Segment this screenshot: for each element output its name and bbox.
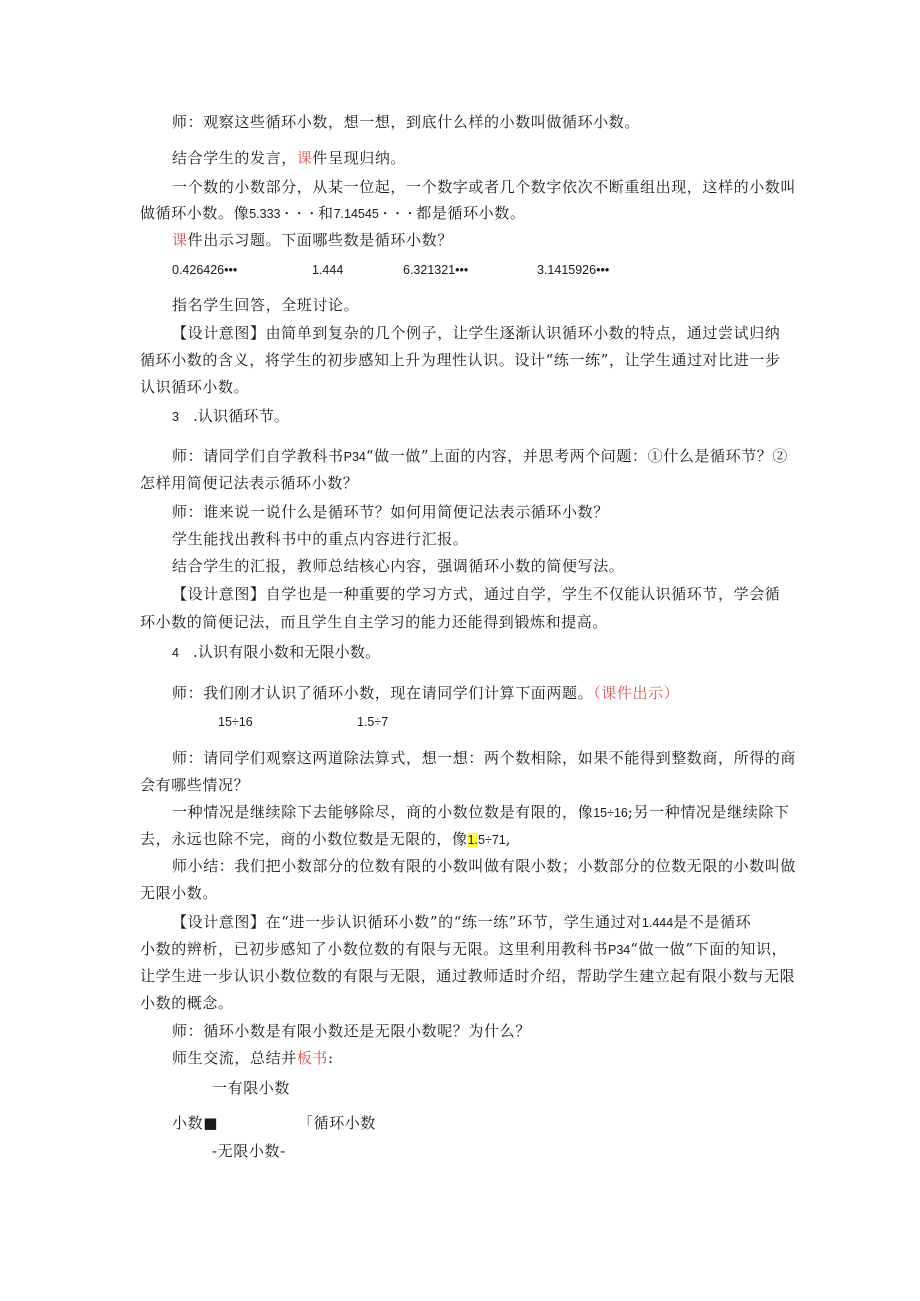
paragraph-observe-division-line2: 会有哪些情况？ <box>140 776 250 794</box>
paragraph-summary-line1: 师小结：我们把小数部分的位数有限的小数叫做有限小数；小数部分的位数无限的小数叫做 <box>172 857 797 875</box>
section-heading-4: 4 .认识有限小数和无限小数。 <box>172 643 381 661</box>
paragraph-summary-line2: 无限小数。 <box>140 884 219 902</box>
paragraph-final-question: 师：循环小数是有限小数还是无限小数呢？为什么？ <box>172 1022 531 1040</box>
number-item: 1.444 <box>312 263 344 277</box>
design-intent-3-line3: 让学生进一步认识小数位数的有限与无限，通过教师适时介绍，帮助学生建立起有限小数与无限 <box>140 967 796 985</box>
diagram-root-decimal: 小数■ <box>172 1114 218 1132</box>
paragraph-discussion: 指名学生回答，全班讨论。 <box>172 296 360 314</box>
paragraph-students-report: 学生能找出教科书中的重点内容进行汇报。 <box>172 530 469 548</box>
paragraph-combine: 结合学生的发言，课件呈现归纳。 <box>172 149 407 167</box>
paragraph-blackboard: 师生交流，总结并板书: <box>172 1049 334 1067</box>
section-heading-3: 3 .认识循环节。 <box>172 407 290 425</box>
design-intent-1-line2: 循环小数的含义，将学生的初步感知上升为理性认识。设计“练一练”，让学生通过对比进一步 <box>140 351 781 369</box>
design-intent-3-line1: 【设计意图】在“进一步认识循环小数”的“练一练”环节，学生通过对1.444是不是循环 <box>172 913 752 931</box>
diagram-finite-decimal: 一有限小数 <box>212 1079 291 1097</box>
design-intent-1-line3: 认识循环小数。 <box>140 378 250 396</box>
paragraph-self-study-line1: 师：请同学们自学教科书P34“做一做”上面的内容，并思考两个问题：①什么是循环节？② <box>172 447 788 465</box>
design-intent-3-line2: 小数的辨析，已初步感知了小数位数的有限与无限。这里利用教科书P34“做一做”下面的知识， <box>140 940 788 958</box>
paragraph-question: 师：谁来说一说什么是循环节？如何用简便记法表示循环小数？ <box>172 503 609 521</box>
design-intent-3-line4: 小数的概念。 <box>140 994 234 1012</box>
highlight-mark: 1. <box>467 833 479 847</box>
division-expression: 15÷16 <box>218 715 253 729</box>
number-item: 0.426426••• <box>172 263 238 277</box>
paragraph-cases-line2: 去，永远也除不完，商的小数位数是无限的，像1.5÷71, <box>140 830 512 848</box>
paragraph-cases-line1: 一种情况是继续除下去能够除尽，商的小数位数是有限的，像15÷16;另一种情况是继续除下 <box>172 803 790 821</box>
diagram-cyclic-decimal: 「循环小数 <box>298 1114 377 1132</box>
paragraph-observe-division-line1: 师：请同学们观察这两道除法算式，想一想：两个数相除，如果不能得到整数商，所得的商 <box>172 749 797 767</box>
design-intent-2-line1: 【设计意图】自学也是一种重要的学习方式，通过自学，学生不仅能认识循环节，学会循 <box>172 585 781 603</box>
diagram-infinite-decimal: -无限小数- <box>212 1142 286 1160</box>
paragraph-definition-line2: 做循环小数。像5.333・・・和7.14545・・・都是循环小数。 <box>140 204 526 222</box>
paragraph-self-study-line2: 怎样用简便记法表示循环小数？ <box>140 474 359 492</box>
paragraph-calculate: 师：我们刚才认识了循环小数，现在请同学们计算下面两题。（课件出示） <box>172 684 680 702</box>
number-item: 3.1415926••• <box>537 263 610 277</box>
paragraph-exercise: 课件出示习题。下面哪些数是循环小数？ <box>172 231 453 249</box>
paragraph-observe: 师：观察这些循环小数，想一想，到底什么样的小数叫做循环小数。 <box>172 113 641 131</box>
design-intent-1-line1: 【设计意图】由简单到复杂的几个例子，让学生逐渐认识循环小数的特点，通过尝试归纳 <box>172 324 781 342</box>
number-item: 6.321321••• <box>403 263 469 277</box>
design-intent-2-line2: 环小数的简便记法，而且学生自主学习的能力还能得到锻炼和提高。 <box>140 613 609 631</box>
paragraph-teacher-summary: 结合学生的汇报，教师总结核心内容，强调循环小数的简便写法。 <box>172 557 625 575</box>
division-expression: 1.5÷7 <box>357 715 389 729</box>
paragraph-definition-line1: 一个数的小数部分，从某一位起，一个数字或者几个数字依次不断重组出现，这样的小数叫 <box>172 178 797 196</box>
